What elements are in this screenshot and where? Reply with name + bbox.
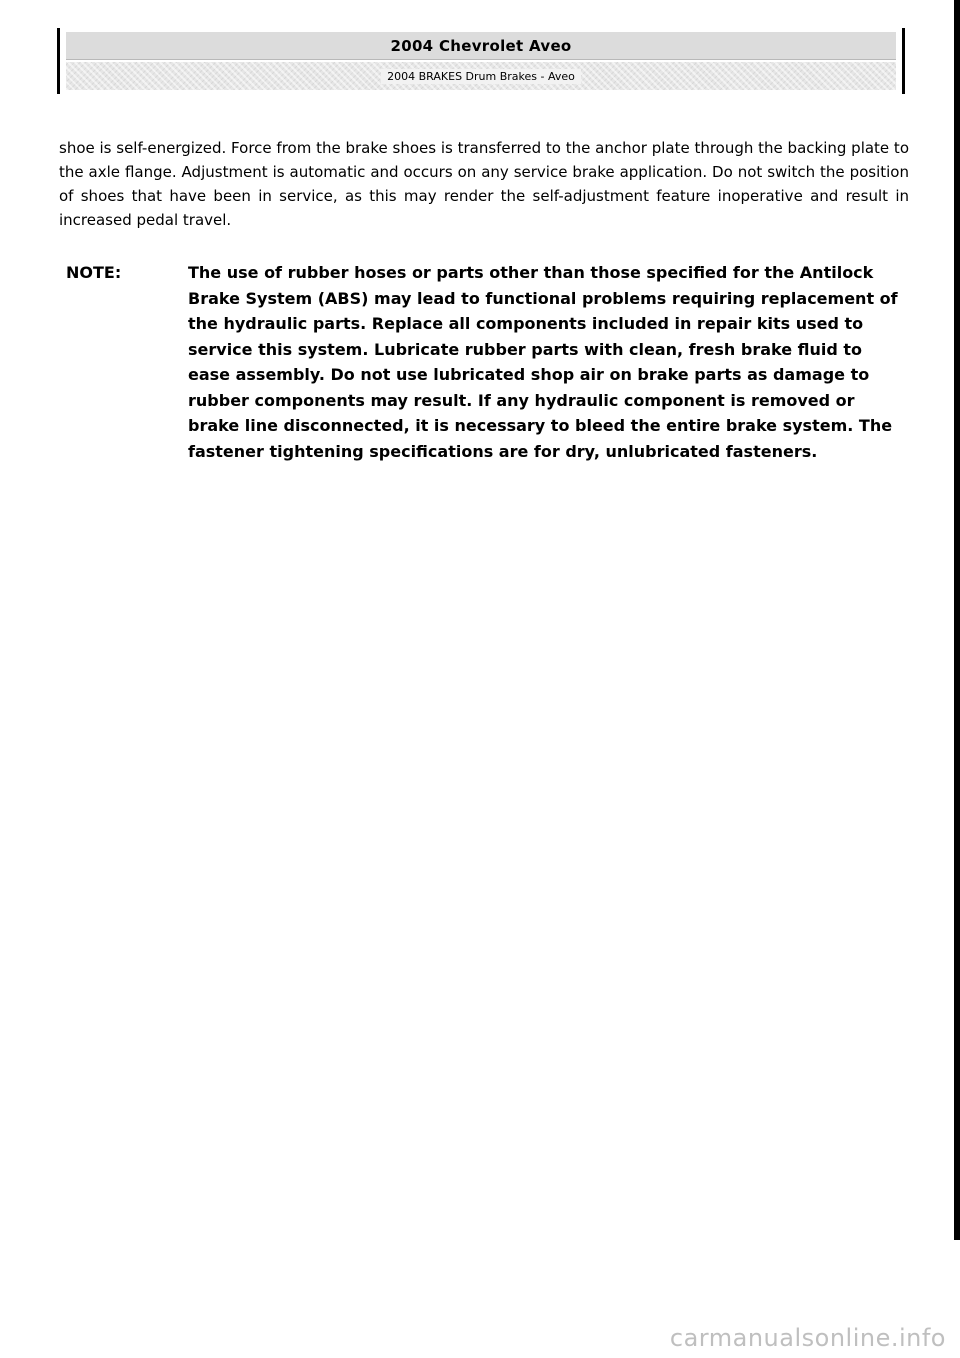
site-watermark: carmanualsonline.info (669, 1324, 946, 1352)
header-subtitle: 2004 BRAKES Drum Brakes - Aveo (381, 69, 581, 84)
document-header (57, 28, 905, 94)
header-title: 2004 Chevrolet Aveo (66, 31, 896, 60)
body-paragraph: shoe is self-energized. Force from the brake shoes is transferred to the anchor plate through the backing plate to the axle flange. Adjustment is automatic and occurs on any service brake application. Do not switch the position of shoes that have been in service, as this may render the self-adjustment feature inoperative and result in increased pedal travel. (59, 139, 909, 229)
note-label: NOTE: (66, 263, 122, 282)
note-text: The use of rubber hoses or parts other than those specified for the Antilock Brake System (ABS) may lead to functional problems requiring replacement of the hydraulic parts. Replace all components included in repair kits used to service this system. Lubricate rubber parts with clean, fresh brake fluid to ease assembly. Do not use lubricated shop air on brake parts as damage to rubber components may result. If any hydraulic component is removed or brake line disconnected, it is necessary to bleed the entire brake system. The fastener tightening specifications are for dry, unlubricated fasteners. (188, 263, 898, 461)
header-subtitle-bar (66, 62, 896, 90)
right-edge-bar (954, 0, 960, 1240)
